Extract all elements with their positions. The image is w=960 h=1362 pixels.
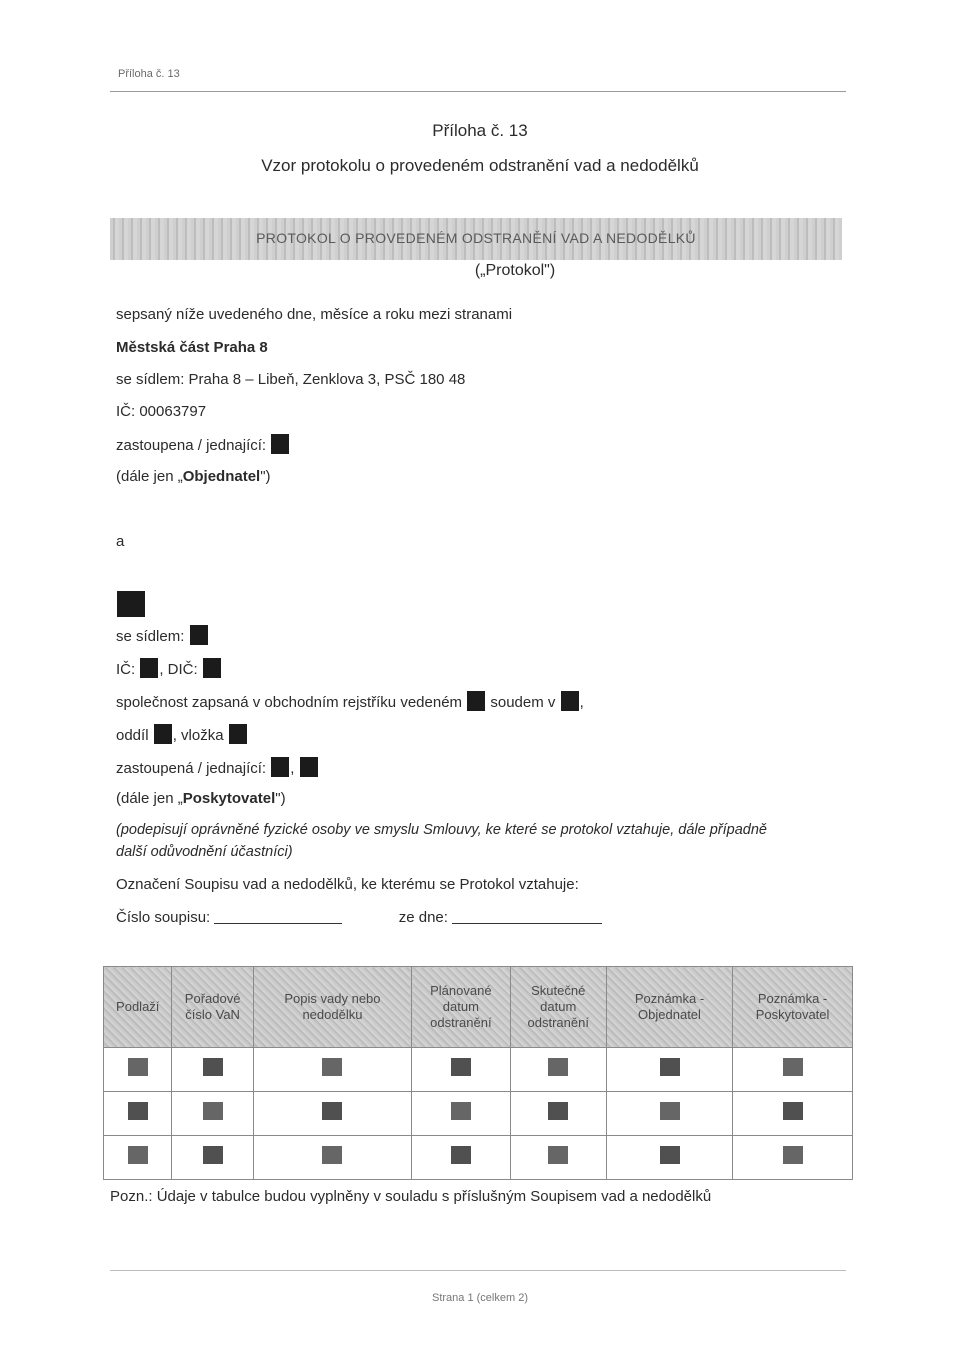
list-number-blank <box>214 923 342 924</box>
redaction-block <box>322 1102 342 1120</box>
table-cell <box>606 1048 732 1092</box>
client-representative <box>116 434 290 454</box>
document-title: Vzor protokolu o provedeném odstranění vad a nedodělků <box>261 156 699 175</box>
table-note: Pozn.: Údaje v tabulce budou vyplněny v souladu s příslušným Soupisem vad a nedodělků <box>110 1188 712 1205</box>
list-date-label: ze dne: <box>398 909 448 926</box>
redaction-block <box>561 691 579 711</box>
footer-divider <box>110 1270 846 1271</box>
redaction-block <box>229 724 247 744</box>
redaction-block <box>783 1102 803 1120</box>
client-ic: IČ: 00063797 <box>116 403 207 420</box>
table-cell <box>733 1048 853 1092</box>
redaction-block <box>203 1058 223 1076</box>
redaction-block <box>548 1058 568 1076</box>
list-number-row <box>116 909 602 926</box>
provider-representative: zastoupená / jednající: , <box>116 757 319 777</box>
header-actual-date: Skutečné datum odstranění <box>510 967 606 1048</box>
client-name: Městská část Praha 8 <box>116 339 268 356</box>
table-row <box>104 1048 853 1092</box>
provider-ids: IČ: , DIČ: <box>116 658 222 678</box>
redaction-block <box>451 1058 471 1076</box>
header-item-number: Pořadové číslo VaN <box>172 967 253 1048</box>
signatories-note-line-2: další odůvodnění účastníci) <box>116 844 293 860</box>
protocol-banner <box>110 218 842 260</box>
redaction-block <box>783 1146 803 1164</box>
redaction-block <box>322 1146 342 1164</box>
table-cell <box>412 1048 510 1092</box>
protocol-alias: („Protokol") <box>474 262 556 279</box>
conjunction: a <box>116 533 125 550</box>
header-divider <box>110 91 846 92</box>
provider-name <box>116 591 146 617</box>
table-cell <box>253 1092 411 1136</box>
header-client-note: Poznámka - Objednatel <box>606 967 732 1048</box>
table-cell <box>172 1048 253 1092</box>
client-seat: se sídlem: Praha 8 – Libeň, Zenklova 3, PSČ 180 48 <box>116 371 466 388</box>
table-header-row <box>104 967 853 1048</box>
header-planned-date: Plánované datum odstranění <box>412 967 510 1048</box>
header-description: Popis vady nebo nedodělku <box>253 967 411 1048</box>
redaction-block <box>190 625 208 645</box>
header-floor: Podlaží <box>104 967 172 1048</box>
table-cell <box>510 1048 606 1092</box>
intro-text: sepsaný níže uvedeného dne, měsíce a roku mezi stranami <box>116 306 513 323</box>
table-cell <box>172 1136 253 1180</box>
table-row <box>104 1092 853 1136</box>
redaction-block <box>322 1058 342 1076</box>
table-row <box>104 1136 853 1180</box>
redaction-block <box>451 1102 471 1120</box>
redaction-block <box>548 1146 568 1164</box>
table-cell <box>510 1092 606 1136</box>
redaction-block <box>660 1146 680 1164</box>
protocol-banner-title: PROTOKOL O PROVEDENÉM ODSTRANĚNÍ VAD A NEDODĚLKŮ <box>256 230 696 246</box>
annex-title: Příloha č. 13 <box>432 121 528 140</box>
redaction-block <box>783 1058 803 1076</box>
client-alias: (dále jen „Objednatel") <box>116 468 271 485</box>
redaction-block <box>300 757 318 777</box>
redaction-block <box>271 757 289 777</box>
table-cell <box>412 1136 510 1180</box>
provider-registry: společnost zapsaná v obchodním rejstříku vedeném soudem v , <box>116 691 584 711</box>
provider-seat: se sídlem: <box>116 625 209 645</box>
signatories-note-line-1: (podepisují oprávněné fyzické osoby ve smyslu Smlouvy, ke které se protokol vztahuje, dále případně <box>116 822 767 838</box>
table-cell <box>733 1092 853 1136</box>
redaction-block <box>271 434 289 454</box>
table-cell <box>412 1092 510 1136</box>
redaction-block <box>548 1102 568 1120</box>
table-cell <box>606 1092 732 1136</box>
table-cell <box>172 1092 253 1136</box>
provider-alias-name: Poskytovatel <box>182 790 276 807</box>
redaction-block <box>203 1146 223 1164</box>
redaction-block <box>128 1058 148 1076</box>
redaction-block <box>117 591 145 617</box>
table-cell <box>104 1048 172 1092</box>
list-number-label: Číslo soupisu: <box>116 909 211 926</box>
running-header: Příloha č. 13 <box>118 68 180 80</box>
table-cell <box>253 1136 411 1180</box>
client-rep-label: zastoupena / jednající: <box>116 437 267 454</box>
table-cell <box>253 1048 411 1092</box>
redaction-block <box>128 1102 148 1120</box>
header-provider-note: Poznámka - Poskytovatel <box>733 967 853 1048</box>
redaction-block <box>154 724 172 744</box>
redaction-block <box>203 1102 223 1120</box>
redaction-block <box>467 691 485 711</box>
list-date-blank <box>452 923 602 924</box>
list-reference: Označení Soupisu vad a nedodělků, ke kterému se Protokol vztahuje: <box>116 876 579 893</box>
provider-section: oddíl , vložka <box>116 724 248 744</box>
redaction-block <box>451 1146 471 1164</box>
table-cell <box>733 1136 853 1180</box>
redaction-block <box>128 1146 148 1164</box>
table-cell <box>104 1092 172 1136</box>
redaction-block <box>660 1102 680 1120</box>
table-cell <box>104 1136 172 1180</box>
defects-table <box>103 966 853 1180</box>
page-footer: Strana 1 (celkem 2) <box>432 1292 528 1304</box>
table-cell <box>510 1136 606 1180</box>
redaction-block <box>660 1058 680 1076</box>
client-alias-name: Objednatel <box>182 468 261 485</box>
provider-alias: (dále jen „Poskytovatel") <box>116 790 286 807</box>
redaction-block <box>140 658 158 678</box>
table-cell <box>606 1136 732 1180</box>
redaction-block <box>203 658 221 678</box>
